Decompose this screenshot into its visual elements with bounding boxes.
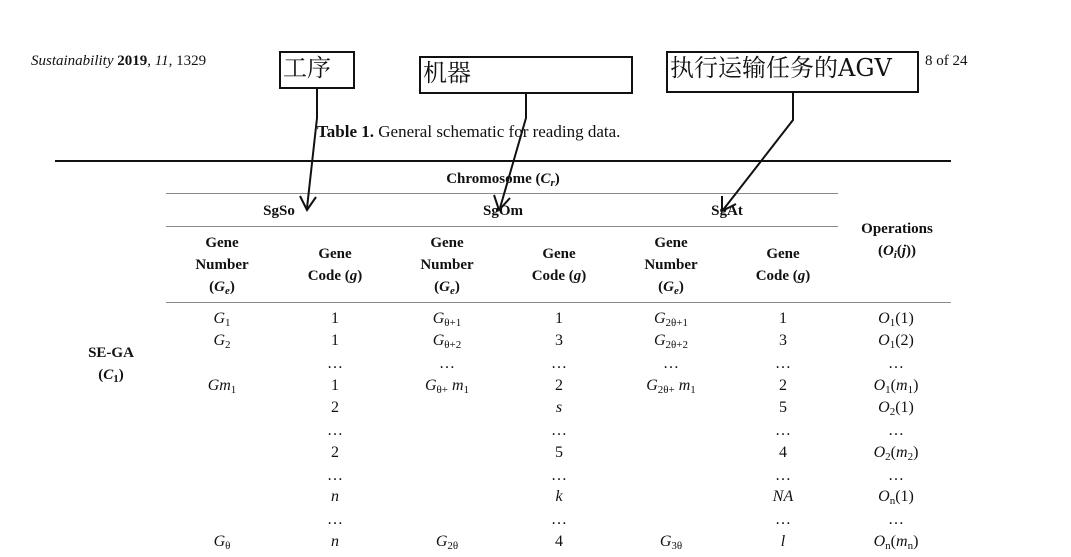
arrow-machine xyxy=(500,94,526,208)
journal-citation: Sustainability 2019, 11, 1329 xyxy=(31,53,207,69)
table-cell: … xyxy=(775,511,791,528)
table-cell: 3 xyxy=(555,332,563,349)
table-cell: … xyxy=(663,355,679,372)
subheader-gene-code: Gene Code (g) xyxy=(307,246,363,284)
table-cell: … xyxy=(775,355,791,372)
group-header-sgso: SgSo xyxy=(263,203,295,219)
subheader-gene-number: Gene Number $(G_e)$ xyxy=(420,235,474,297)
table-cell: $G_\theta$ xyxy=(213,533,231,552)
subheader-gene-code: Gene Code (g) xyxy=(755,246,811,284)
table-cell: … xyxy=(888,467,904,484)
table-cell: 2 xyxy=(331,444,339,461)
arrow-agv xyxy=(723,93,793,210)
table-cell: $G_{\theta+2}$ xyxy=(432,332,462,351)
journal-name: Sustainability xyxy=(31,53,114,69)
table-cell: … xyxy=(775,422,791,439)
table-cell: n xyxy=(331,488,339,505)
table-cell: … xyxy=(327,422,343,439)
journal-year: 2019 xyxy=(117,53,148,69)
table-cell: $O_2(m_2)$ xyxy=(873,444,919,463)
subheader-gene-code: Gene Code (g) xyxy=(531,246,587,284)
table-cell: $O_n(1)$ xyxy=(878,488,914,507)
table-cell: … xyxy=(327,511,343,528)
row-label-se-ga: SE-GA $(C_1)$ xyxy=(88,345,134,385)
article-number: 1329 xyxy=(176,53,207,69)
subheader-gene-number: Gene Number $(G_e)$ xyxy=(195,235,249,297)
arrow-process xyxy=(307,89,317,208)
subheader-gene-number: Gene Number $(G_e)$ xyxy=(644,235,698,297)
table-cell: $G_{\theta+1}$ xyxy=(432,310,462,329)
table-cell: … xyxy=(888,422,904,439)
table-cell: 4 xyxy=(779,444,787,461)
caption-label: Table 1. xyxy=(317,122,375,141)
table-cell: … xyxy=(775,467,791,484)
table-cell: 1 xyxy=(331,310,339,327)
table-cell: NA xyxy=(772,488,794,505)
table-cell: s xyxy=(555,399,563,416)
journal-volume: 11 xyxy=(154,53,169,69)
table-cell: … xyxy=(551,422,567,439)
table-cell: … xyxy=(888,355,904,372)
table-cell: … xyxy=(551,467,567,484)
table-cell: 5 xyxy=(555,444,563,461)
table-cell: $O_2(1)$ xyxy=(878,399,914,418)
table-cell: 1 xyxy=(331,332,339,349)
table-cell: 2 xyxy=(779,377,787,394)
table-cell: $G_{2\theta+}$ $m_1$ xyxy=(646,377,696,396)
table-cell: 2 xyxy=(331,399,339,416)
table-cell: 5 xyxy=(779,399,787,416)
table-cell: $G_{2\theta}$ xyxy=(435,533,459,552)
table-cell: $G_{3\theta}$ xyxy=(659,533,683,552)
table-cell: $O_1(2)$ xyxy=(878,332,914,351)
table-cell: … xyxy=(551,511,567,528)
table-cell: $G_{\theta+}$ $m_1$ xyxy=(424,377,470,396)
table-cell: 1 xyxy=(331,377,339,394)
table-cell: $Gm_1$ xyxy=(207,377,237,396)
table-cell: $G_2$ xyxy=(213,332,231,351)
table-cell: 1 xyxy=(555,310,563,327)
table-cell: 3 xyxy=(779,332,787,349)
table-cell: $O_1(1)$ xyxy=(878,310,914,329)
table-cell: 2 xyxy=(555,377,563,394)
table-cell: … xyxy=(439,355,455,372)
table-cell: $G_1$ xyxy=(213,310,231,329)
table-cell: $O_n(m_n)$ xyxy=(873,533,919,552)
table-cell: … xyxy=(327,467,343,484)
table-cell: $O_1(m_1)$ xyxy=(873,377,919,396)
group-header-sgat: SgAt xyxy=(711,203,743,219)
table-cell: $G_{2\theta+1}$ xyxy=(653,310,689,329)
table-cell: 1 xyxy=(779,310,787,327)
table-cell: k xyxy=(555,488,563,505)
table-cell: … xyxy=(888,511,904,528)
table-cell: … xyxy=(327,355,343,372)
annotation-box-machine[interactable]: 机器 xyxy=(419,56,633,94)
annotation-box-agv[interactable]: 执行运输任务的AGV xyxy=(666,51,919,93)
table-cell: 4 xyxy=(555,533,563,550)
table-cell: l xyxy=(780,533,786,550)
table-cell: … xyxy=(551,355,567,372)
caption-text: General schematic for reading data. xyxy=(378,122,621,141)
group-header-sgom: SgOm xyxy=(482,203,523,219)
operations-header: Operations $(O_i(j))$ xyxy=(861,221,933,261)
annotation-box-process[interactable]: 工序 xyxy=(279,51,355,89)
chromosome-header: Chromosome $(C_r)$ xyxy=(446,171,560,189)
page-number: 8 of 24 xyxy=(925,53,968,69)
table-cell: $G_{2\theta+2}$ xyxy=(653,332,689,351)
table-cell: n xyxy=(331,533,339,550)
